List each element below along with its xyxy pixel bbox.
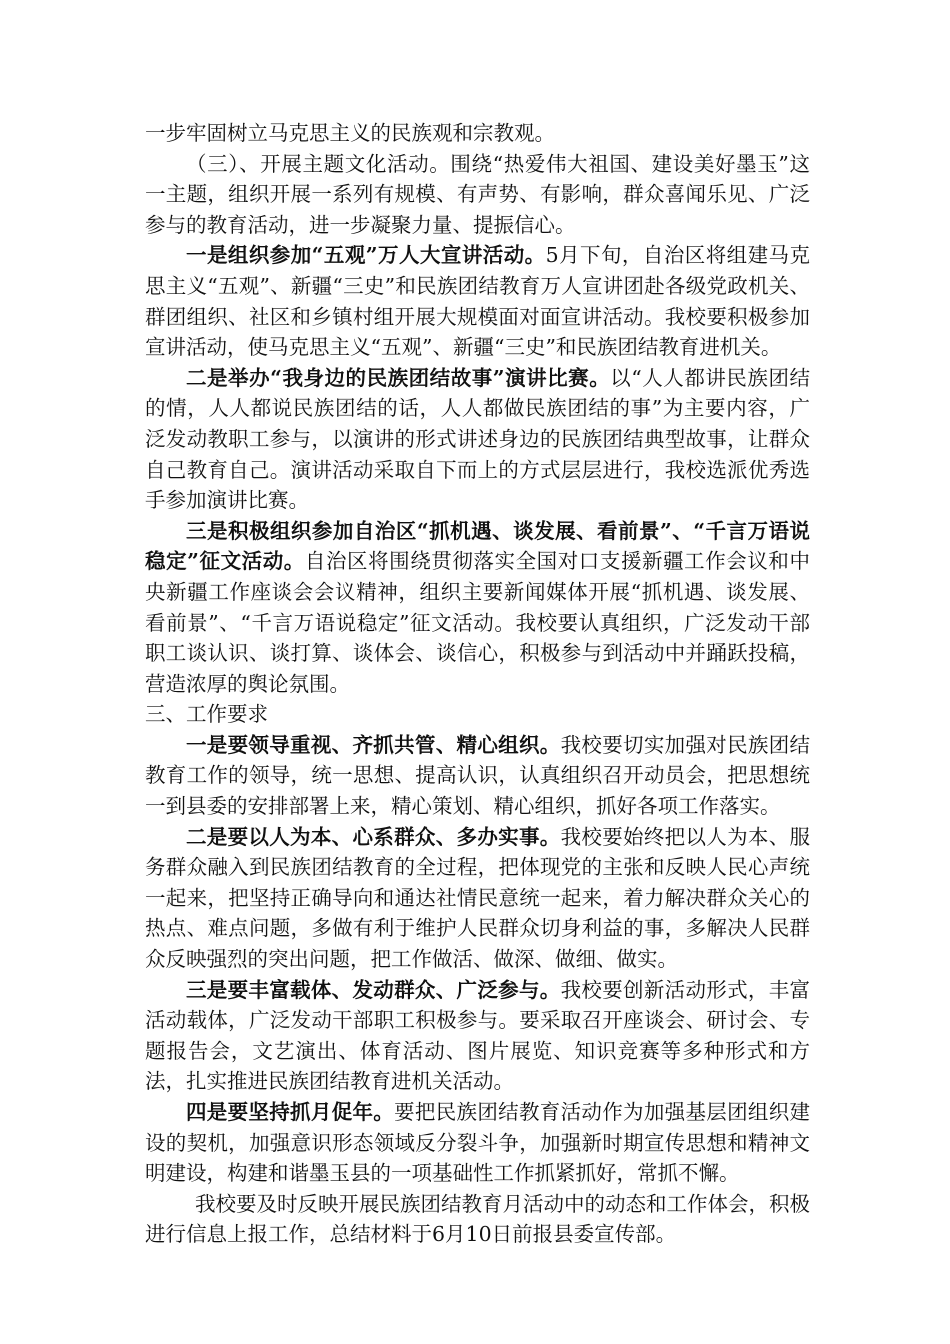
paragraph-lead: 二是要以人为本、心系群众、多办实事。	[186, 824, 561, 849]
paragraph-requirement-2	[145, 822, 810, 975]
paragraph-text: 自治区将围绕贯彻落实全国对口支援新疆工作会议和中央新疆工作座谈会会议精神，组织主要新闻媒体开展“抓机遇、谈发展、看前景”、“千言万语说稳定”征文活动。我校要认真组织，广泛发动干部职工谈认识、谈打算、谈体会、谈信心，积极参与到活动中并踊跃投稿，营造浓厚的舆论氛围。	[145, 549, 811, 696]
paragraph-requirement-3	[145, 975, 810, 1097]
section-heading-3	[145, 149, 810, 241]
paragraph-text: 我校要创新活动形式，丰富活动载体，广泛发动干部职工积极参与。要采取召开座谈会、研讨会、专题报告会，文艺演出、体育活动、图片展览、知识竞赛等多种形式和方法，扎实推进民族团结教育进机关活动。	[145, 977, 811, 1094]
paragraph-text: 5月下旬，自治区将组建马克思主义“五观”、新疆“三史”和民族团结教育万人宣讲团赴各级党政机关、群团组织、社区和乡镇村组开展大规模面对面宣讲活动。我校要积极参加宣讲活动，使马克思主义“五观”、新疆“三史”和民族团结教育进机关。	[145, 243, 810, 360]
paragraph-requirement-1	[145, 730, 810, 822]
paragraph-requirement-4	[145, 1097, 810, 1189]
paragraph-text: 我校要切实加强对民族团结教育工作的领导，统一思想、提高认识，认真组织召开动员会，把思想统一到县委的安排部署上来，精心策划、精心组织，抓好各项工作落实。	[145, 732, 811, 819]
paragraph-text: 要把民族团结教育活动作为加强基层团组织建设的契机，加强意识形态领域反分裂斗争，加强新时期宣传思想和精神文明建设，构建和谐墨玉县的一项基础性工作抓紧抓好，常抓不懈。	[145, 1100, 811, 1186]
paragraph-text: 我校要及时反映开展民族团结教育月活动中的动态和工作体会，积极进行信息上报工作，总结材料于6月10日前报县委宣传部。	[145, 1191, 810, 1247]
paragraph-lead: 三是积极组织参加自治区“抓机遇、谈发展、看前景”、“千言万语说稳定”征文活动。	[145, 518, 810, 574]
paragraph-text: 以“人人都讲民族团结的情，人人都说民族团结的话，人人都做民族团结的事”为主要内容，广泛发动教职工参与，以演讲的形式讲述身边的民族团结典型故事，让群众自己教育自己。演讲活动采取自下而上的方式层层进行，我校选派优秀选手参加演讲比赛。	[145, 365, 810, 513]
paragraph-lead: 一是要领导重视、齐抓共管、精心组织。	[186, 732, 561, 757]
paragraph-closing	[145, 1189, 810, 1250]
paragraph-item-1	[145, 240, 810, 362]
paragraph-text: 三、工作要求	[145, 702, 268, 727]
section-heading-work-requirements	[145, 699, 810, 730]
paragraph-text: 一步牢固树立马克思主义的民族观和宗教观。	[145, 121, 555, 145]
paragraph-lead: 二是举办“我身边的民族团结故事”演讲比赛。	[186, 365, 611, 390]
paragraph-lead: 一是组织参加“五观”万人大宣讲活动。	[186, 243, 546, 268]
paragraph-continuation	[145, 118, 810, 149]
paragraph-item-2	[145, 363, 810, 516]
paragraph-item-3	[145, 516, 810, 700]
paragraph-lead: 四是要坚持抓月促年。	[186, 1100, 395, 1124]
paragraph-lead: 三是要丰富载体、发动群众、广泛参与。	[186, 977, 561, 1002]
document-page	[145, 118, 810, 1250]
paragraph-text: （三）、开展主题文化活动。围绕“热爱伟大祖国、建设美好墨玉”这一主题，组织开展一系列有规模、有声势、有影响，群众喜闻乐见、广泛参与的教育活动，进一步凝聚力量、提振信心。	[145, 151, 810, 237]
paragraph-text: 我校要始终把以人为本、服务群众融入到民族团结教育的全过程，把体现党的主张和反映人民心声统一起来，把坚持正确导向和通达社情民意统一起来，着力解决群众关心的热点、难点问题，多做有利于维护人民群众切身利益的事，多解决人民群众反映强烈的突出问题，把工作做活、做深、做细、做实。	[145, 824, 811, 972]
